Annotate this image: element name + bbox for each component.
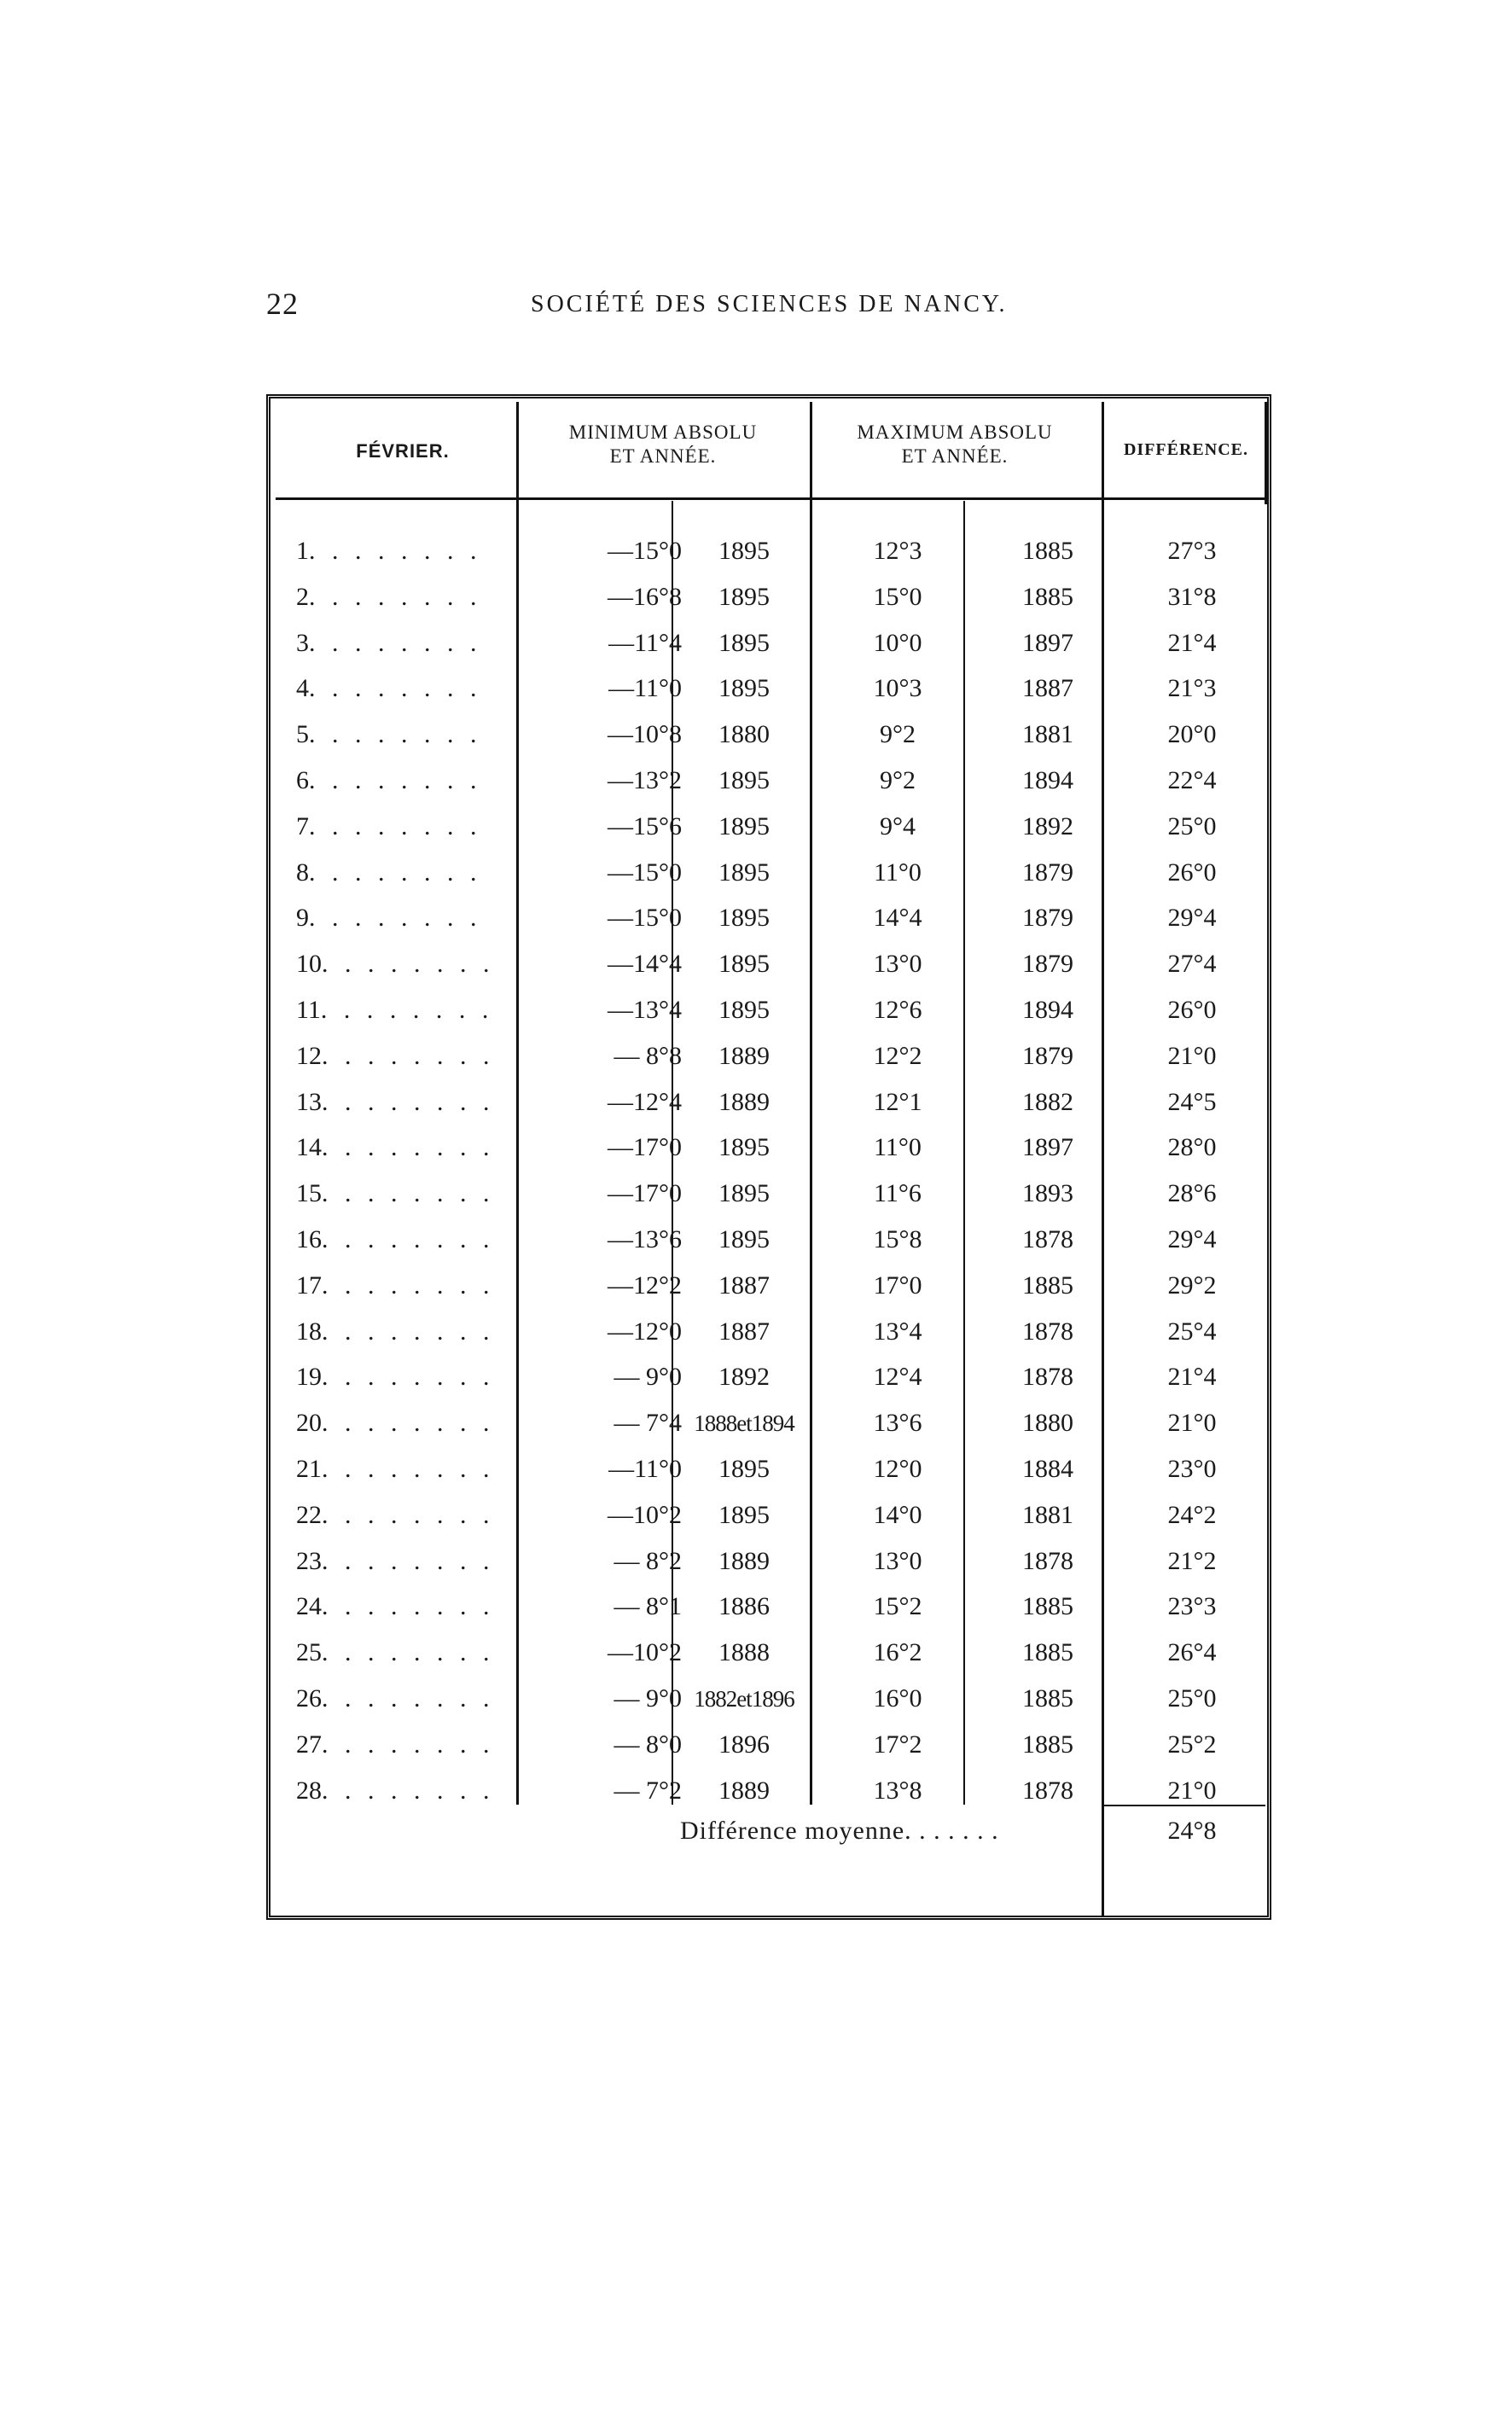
header-month: FÉVRIER. [356, 440, 450, 462]
day-number: 4 [296, 674, 309, 703]
table-row [270, 1354, 1267, 1400]
maximum-value: 13°0 [873, 1546, 922, 1575]
maximum-year: 1885 [1022, 1271, 1073, 1300]
leader-dots: . . . . . . . . [322, 1776, 495, 1805]
day-cell [296, 1400, 526, 1446]
maximum-value: 13°0 [873, 950, 922, 979]
minimum-value: —15°0 [608, 904, 682, 933]
leader-dots: . . . . . . . . [309, 766, 482, 794]
day-number: 2 [296, 582, 309, 611]
maximum-value: 12°1 [873, 1087, 922, 1116]
day-cell [296, 1217, 526, 1263]
minimum-year: 1888et1894 [694, 1410, 794, 1437]
day-number: 11 [296, 996, 321, 1024]
header-difference: DIFFÉRENCE. [1123, 440, 1248, 459]
leader-dots: . . . . . . . . [322, 1133, 495, 1162]
maximum-year: 1887 [1022, 674, 1073, 703]
minimum-year: 1895 [718, 582, 770, 611]
minimum-year: 1895 [718, 766, 770, 794]
day-cell [296, 1309, 526, 1355]
maximum-value: 10°3 [873, 674, 922, 703]
difference-value: 21°2 [1167, 1546, 1217, 1575]
table-row [270, 1768, 1267, 1814]
day-number: 19 [296, 1363, 322, 1392]
day-number: 14 [296, 1133, 322, 1162]
data-table [266, 394, 1271, 1920]
difference-value: 29°2 [1167, 1271, 1217, 1300]
day-number: 9 [296, 904, 309, 933]
maximum-value: 9°4 [880, 811, 916, 840]
leader-dots: . . . . . . . . [322, 1455, 495, 1483]
maximum-value: 10°0 [873, 628, 922, 657]
day-number: 12 [296, 1041, 322, 1070]
minimum-year: 1895 [718, 996, 770, 1024]
difference-value: 25°0 [1167, 1684, 1217, 1712]
day-number: 15 [296, 1179, 322, 1208]
maximum-value: 16°2 [873, 1638, 922, 1667]
table-row [270, 712, 1267, 758]
maximum-value: 13°6 [873, 1409, 922, 1438]
day-number: 22 [296, 1500, 322, 1529]
maximum-year: 1881 [1022, 1500, 1073, 1529]
maximum-year: 1892 [1022, 811, 1073, 840]
difference-value: 21°4 [1167, 1363, 1217, 1392]
difference-value: 25°0 [1167, 811, 1217, 840]
header-maximum-line1: MAXIMUM ABSOLU [857, 422, 1053, 443]
difference-value: 28°0 [1167, 1133, 1217, 1162]
minimum-value: —12°2 [608, 1271, 682, 1300]
maximum-year: 1878 [1022, 1225, 1073, 1253]
day-number: 21 [296, 1455, 322, 1483]
table-row [270, 1217, 1267, 1263]
minimum-value: — 9°0 [614, 1363, 682, 1392]
leader-dots: . . . . . . . . [322, 1041, 495, 1070]
minimum-year: 1895 [718, 1133, 770, 1162]
day-cell [296, 1492, 526, 1538]
maximum-year: 1897 [1022, 628, 1073, 657]
page-header [266, 286, 1290, 329]
maximum-value: 11°0 [874, 858, 922, 887]
leader-dots: . . . . . . . . [322, 1638, 495, 1667]
table-row [270, 1538, 1267, 1585]
minimum-year: 1895 [718, 628, 770, 657]
day-number: 27 [296, 1730, 322, 1759]
table-row [270, 941, 1267, 987]
day-cell [296, 1446, 526, 1492]
maximum-value: 13°8 [873, 1776, 922, 1805]
leader-dots: . . . . . . . . [309, 811, 482, 840]
minimum-value: — 7°4 [614, 1409, 682, 1438]
maximum-value: 12°3 [873, 537, 922, 565]
day-number: 13 [296, 1087, 322, 1116]
minimum-year: 1880 [718, 720, 770, 749]
maximum-value: 16°0 [873, 1684, 922, 1712]
minimum-year: 1895 [718, 1455, 770, 1483]
minimum-year: 1895 [718, 858, 770, 887]
day-cell [296, 712, 526, 758]
maximum-year: 1878 [1022, 1363, 1073, 1392]
maximum-year: 1897 [1022, 1133, 1073, 1162]
day-number: 10 [296, 950, 322, 979]
maximum-value: 14°0 [873, 1500, 922, 1529]
day-cell [296, 574, 526, 620]
day-cell [296, 1584, 526, 1630]
day-cell [296, 1538, 526, 1585]
maximum-value: 12°4 [873, 1363, 922, 1392]
minimum-value: —12°4 [608, 1087, 682, 1116]
leader-dots: . . . . . . . . [309, 674, 482, 703]
maximum-year: 1878 [1022, 1317, 1073, 1346]
minimum-value: —10°2 [608, 1500, 682, 1529]
maximum-year: 1885 [1022, 1730, 1073, 1759]
maximum-year: 1879 [1022, 904, 1073, 933]
table-row [270, 1722, 1267, 1768]
leader-dots: . . . . . . . . [322, 1179, 495, 1208]
maximum-year: 1894 [1022, 996, 1073, 1024]
minimum-value: —11°4 [608, 628, 682, 657]
maximum-value: 15°2 [873, 1592, 922, 1621]
day-cell [296, 850, 526, 896]
table-row [270, 620, 1267, 666]
day-number: 24 [296, 1592, 322, 1621]
maximum-value: 9°2 [880, 720, 916, 749]
difference-value: 21°0 [1167, 1041, 1217, 1070]
minimum-year: 1895 [718, 674, 770, 703]
day-cell [296, 895, 526, 941]
minimum-year: 1889 [718, 1776, 770, 1805]
difference-value: 21°0 [1167, 1776, 1217, 1805]
minimum-year: 1895 [718, 904, 770, 933]
minimum-year: 1889 [718, 1546, 770, 1575]
table-row [270, 850, 1267, 896]
difference-value: 25°2 [1167, 1730, 1217, 1759]
difference-value: 24°5 [1167, 1087, 1217, 1116]
minimum-value: —16°8 [608, 582, 682, 611]
maximum-year: 1884 [1022, 1455, 1073, 1483]
difference-value: 24°2 [1167, 1500, 1217, 1529]
minimum-value: —11°0 [608, 1455, 682, 1483]
day-cell [296, 1630, 526, 1676]
day-cell [296, 1768, 526, 1814]
day-number: 5 [296, 720, 309, 749]
day-number: 17 [296, 1271, 322, 1300]
day-number: 23 [296, 1546, 322, 1575]
difference-value: 26°0 [1167, 858, 1217, 887]
leader-dots: . . . . . . . . [322, 1317, 495, 1346]
day-cell [296, 987, 526, 1033]
table-row [270, 1263, 1267, 1309]
leader-dots: . . . . . . . . [322, 1592, 495, 1621]
maximum-year: 1885 [1022, 537, 1073, 565]
table-row [270, 1584, 1267, 1630]
minimum-value: —15°6 [608, 811, 682, 840]
minimum-year: 1896 [718, 1730, 770, 1759]
table-row [270, 666, 1267, 712]
day-cell [296, 1033, 526, 1079]
difference-value: 21°4 [1167, 628, 1217, 657]
header-minimum-line2: ET ANNÉE. [609, 445, 717, 467]
day-number: 26 [296, 1684, 322, 1712]
maximum-year: 1885 [1022, 582, 1073, 611]
difference-value: 22°4 [1167, 766, 1217, 794]
leader-dots: . . . . . . . . [322, 1271, 495, 1300]
day-number: 18 [296, 1317, 322, 1346]
maximum-value: 17°0 [873, 1271, 922, 1300]
header-minimum-line1: MINIMUM ABSOLU [568, 422, 758, 443]
day-cell [296, 666, 526, 712]
maximum-value: 15°8 [873, 1225, 922, 1253]
difference-value: 29°4 [1167, 1225, 1217, 1253]
leader-dots: . . . . . . . . [309, 628, 482, 657]
minimum-value: —10°8 [608, 720, 682, 749]
leader-dots: . . . . . . . . [322, 950, 495, 979]
table-row [270, 1033, 1267, 1079]
table-row [270, 528, 1267, 574]
day-cell [296, 941, 526, 987]
difference-value: 29°4 [1167, 904, 1217, 933]
table-row [270, 1309, 1267, 1355]
table-row [270, 574, 1267, 620]
minimum-value: —17°0 [608, 1179, 682, 1208]
maximum-value: 15°0 [873, 582, 922, 611]
table-row [270, 1492, 1267, 1538]
day-number: 16 [296, 1225, 322, 1253]
minimum-year: 1889 [718, 1041, 770, 1070]
minimum-year: 1886 [718, 1592, 770, 1621]
minimum-year: 1895 [718, 950, 770, 979]
day-cell [296, 758, 526, 804]
maximum-value: 9°2 [880, 766, 916, 794]
difference-value: 23°3 [1167, 1592, 1217, 1621]
table-row [270, 1676, 1267, 1722]
header-minimum [526, 421, 800, 468]
day-number: 7 [296, 811, 309, 840]
minimum-value: — 9°0 [614, 1684, 682, 1712]
day-number: 3 [296, 628, 309, 657]
day-cell [296, 1263, 526, 1309]
minimum-year: 1895 [718, 1225, 770, 1253]
day-cell [296, 1125, 526, 1171]
leader-dots: . . . . . . . . [309, 537, 482, 565]
table-row [270, 1446, 1267, 1492]
table-row [270, 987, 1267, 1033]
maximum-value: 17°2 [873, 1730, 922, 1759]
difference-value: 27°4 [1167, 950, 1217, 979]
leader-dots: . . . . . . . . [322, 1409, 495, 1438]
maximum-value: 12°2 [873, 1041, 922, 1070]
maximum-value: 11°6 [874, 1179, 922, 1208]
maximum-year: 1885 [1022, 1684, 1073, 1712]
header-maximum-line2: ET ANNÉE. [901, 445, 1009, 467]
minimum-year: 1895 [718, 1500, 770, 1529]
table-row [270, 1125, 1267, 1171]
maximum-year: 1881 [1022, 720, 1073, 749]
maximum-year: 1882 [1022, 1087, 1073, 1116]
minimum-year: 1889 [718, 1087, 770, 1116]
minimum-value: — 8°8 [614, 1041, 682, 1070]
minimum-value: — 8°1 [614, 1592, 682, 1621]
minimum-year: 1895 [718, 1179, 770, 1208]
minimum-value: — 7°2 [614, 1776, 682, 1805]
minimum-value: —12°0 [608, 1317, 682, 1346]
day-cell [296, 1171, 526, 1217]
table-row [270, 1400, 1267, 1446]
leader-dots: . . . . . . . . [322, 1546, 495, 1575]
table-row [270, 1079, 1267, 1125]
maximum-year: 1878 [1022, 1776, 1073, 1805]
minimum-year: 1887 [718, 1271, 770, 1300]
minimum-value: —10°2 [608, 1638, 682, 1667]
maximum-year: 1894 [1022, 766, 1073, 794]
leader-dots: . . . . . . . . [322, 1225, 495, 1253]
day-cell [296, 1079, 526, 1125]
day-cell [296, 1676, 526, 1722]
leader-dots: . . . . . . . . [322, 1363, 495, 1392]
running-title: SOCIÉTÉ DES SCIENCES DE NANCY. [531, 291, 1008, 317]
leader-dots: . . . . . . . . [309, 858, 482, 887]
maximum-year: 1885 [1022, 1638, 1073, 1667]
difference-value: 23°0 [1167, 1455, 1217, 1483]
table-row [270, 895, 1267, 941]
day-cell [296, 1722, 526, 1768]
maximum-value: 12°0 [873, 1455, 922, 1483]
day-number: 28 [296, 1776, 322, 1805]
day-number: 25 [296, 1638, 322, 1667]
table-row [270, 1630, 1267, 1676]
minimum-year: 1895 [718, 537, 770, 565]
day-cell [296, 804, 526, 850]
minimum-year: 1895 [718, 811, 770, 840]
minimum-value: —13°2 [608, 766, 682, 794]
average-difference-label: Différence moyenne. . . . . . . [680, 1817, 999, 1845]
day-number: 6 [296, 766, 309, 794]
day-cell [296, 528, 526, 574]
maximum-year: 1880 [1022, 1409, 1073, 1438]
average-difference-value: 24°8 [1167, 1817, 1217, 1845]
table-row [270, 1171, 1267, 1217]
minimum-value: —14°4 [608, 950, 682, 979]
leader-dots: . . . . . . . . [309, 582, 482, 611]
maximum-year: 1879 [1022, 858, 1073, 887]
minimum-value: — 8°2 [614, 1546, 682, 1575]
day-cell [296, 1354, 526, 1400]
minimum-value: —13°4 [608, 996, 682, 1024]
table-row [270, 804, 1267, 850]
leader-dots: . . . . . . . . [320, 996, 494, 1024]
leader-dots: . . . . . . . . [322, 1730, 495, 1759]
header-rule [276, 497, 1265, 500]
day-number: 20 [296, 1409, 322, 1438]
maximum-year: 1893 [1022, 1179, 1073, 1208]
difference-value: 27°3 [1167, 537, 1217, 565]
difference-value: 26°0 [1167, 996, 1217, 1024]
minimum-year: 1882et1896 [694, 1686, 794, 1712]
day-number: 8 [296, 858, 309, 887]
minimum-value: —15°0 [608, 537, 682, 565]
table-row [270, 758, 1267, 804]
leader-dots: . . . . . . . . [309, 720, 482, 749]
leader-dots: . . . . . . . . [322, 1500, 495, 1529]
minimum-value: —11°0 [608, 674, 682, 703]
minimum-value: —15°0 [608, 858, 682, 887]
maximum-value: 11°0 [874, 1133, 922, 1162]
difference-value: 20°0 [1167, 720, 1217, 749]
minimum-year: 1892 [718, 1363, 770, 1392]
header-maximum [818, 421, 1091, 468]
difference-value: 31°8 [1167, 582, 1217, 611]
leader-dots: . . . . . . . . [322, 1087, 495, 1116]
difference-value: 25°4 [1167, 1317, 1217, 1346]
maximum-year: 1879 [1022, 1041, 1073, 1070]
day-number: 1 [296, 537, 309, 565]
minimum-year: 1887 [718, 1317, 770, 1346]
leader-dots: . . . . . . . . [309, 904, 482, 933]
maximum-value: 12°6 [873, 996, 922, 1024]
difference-value: 21°3 [1167, 674, 1217, 703]
maximum-value: 14°4 [873, 904, 922, 933]
minimum-value: —17°0 [608, 1133, 682, 1162]
difference-value: 21°0 [1167, 1409, 1217, 1438]
difference-value: 26°4 [1167, 1638, 1217, 1667]
maximum-year: 1878 [1022, 1546, 1073, 1575]
day-cell [296, 620, 526, 666]
leader-dots: . . . . . . . . [322, 1684, 495, 1712]
minimum-value: — 8°0 [614, 1730, 682, 1759]
minimum-value: —13°6 [608, 1225, 682, 1253]
minimum-year: 1888 [718, 1638, 770, 1667]
maximum-year: 1879 [1022, 950, 1073, 979]
maximum-value: 13°4 [873, 1317, 922, 1346]
maximum-year: 1885 [1022, 1592, 1073, 1621]
page-number: 22 [266, 287, 299, 321]
difference-value: 28°6 [1167, 1179, 1217, 1208]
